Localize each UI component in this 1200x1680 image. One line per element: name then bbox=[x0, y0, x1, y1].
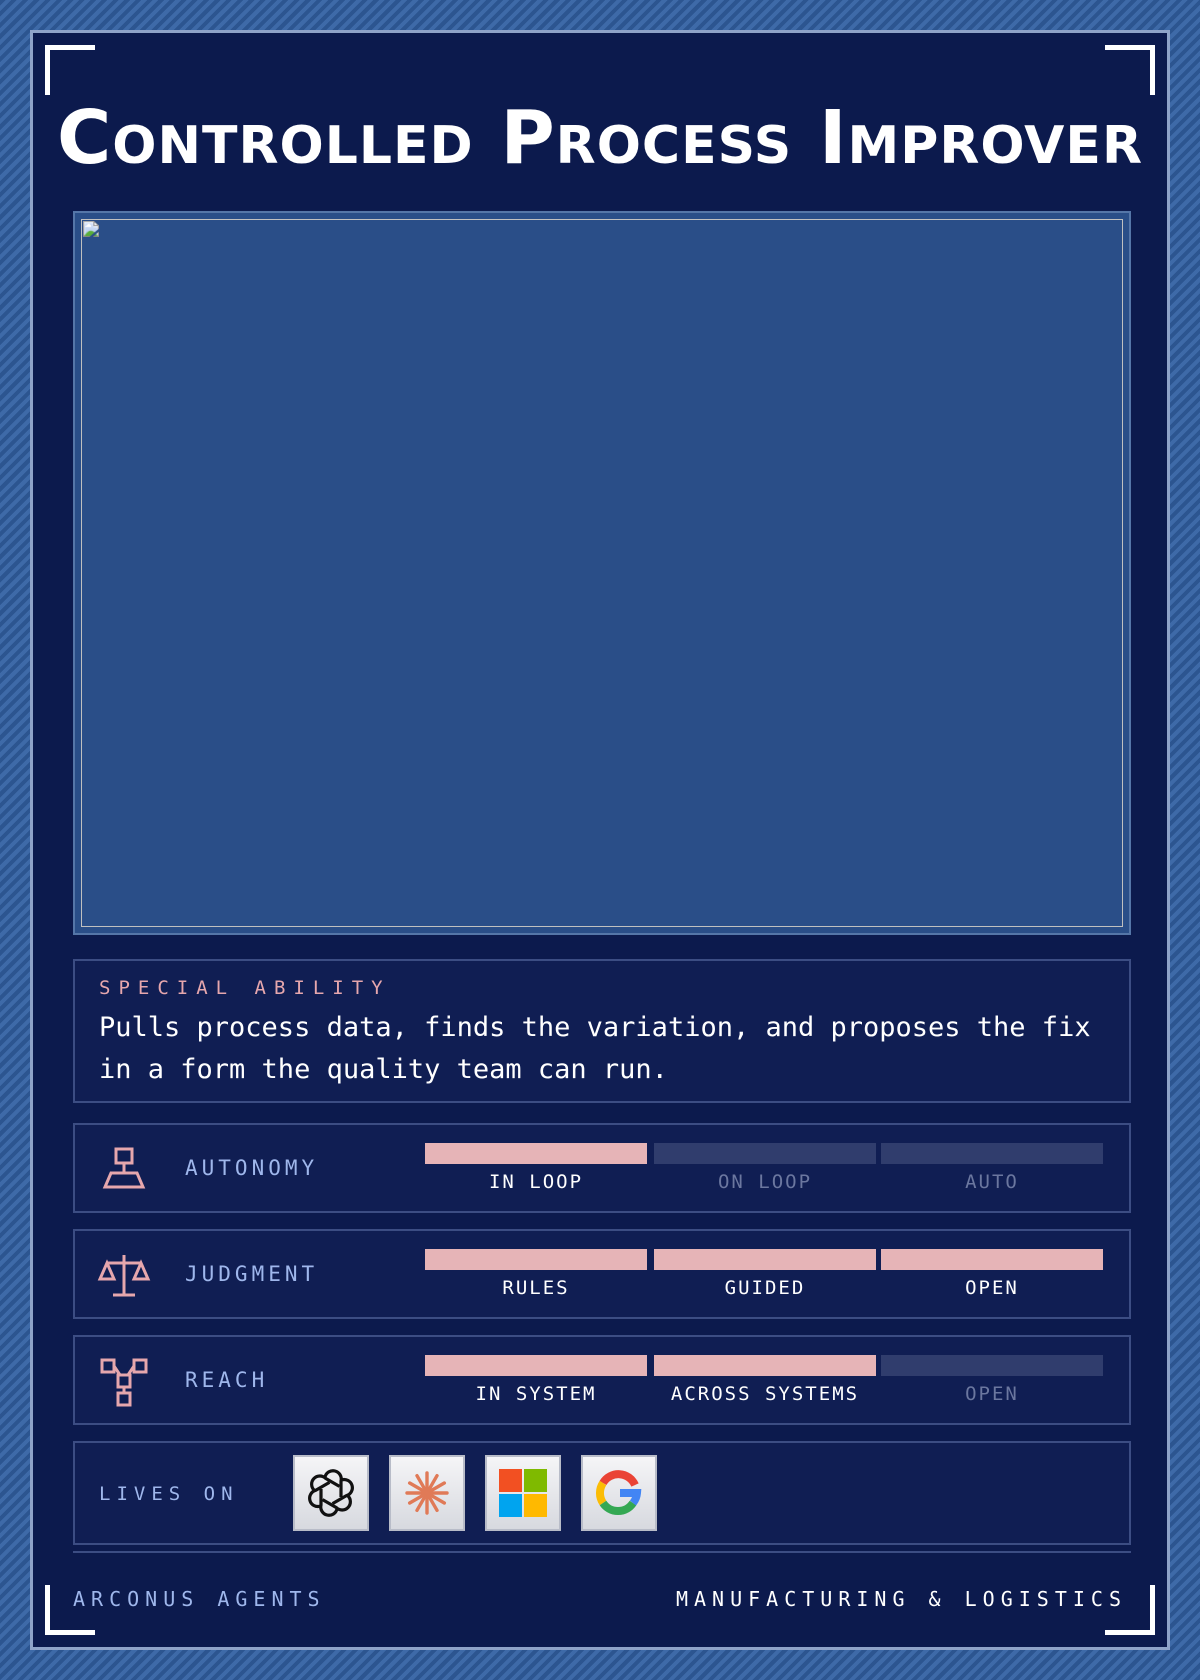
stat-row-judgment bbox=[73, 1229, 1131, 1319]
stat-segment-label: AUTO bbox=[965, 1171, 1019, 1193]
card-title: Controlled Process Improver bbox=[56, 95, 1143, 181]
card-illustration-frame bbox=[73, 211, 1131, 935]
agent-card bbox=[30, 30, 1170, 1650]
corner-bracket bbox=[45, 45, 95, 95]
microsoft-logo-icon bbox=[485, 1455, 561, 1531]
special-ability-line: in a form the quality team can run. bbox=[99, 1054, 668, 1085]
stat-label: REACH bbox=[185, 1368, 269, 1392]
stat-segment-bar bbox=[425, 1249, 647, 1270]
stat-segment-bar bbox=[654, 1355, 876, 1376]
stat-label: AUTONOMY bbox=[185, 1156, 319, 1180]
lives-on-label: LIVES ON bbox=[99, 1483, 239, 1505]
stat-segment-label: OPEN bbox=[965, 1383, 1019, 1405]
special-ability-text bbox=[99, 1007, 1105, 1091]
stat-segment bbox=[425, 1249, 647, 1309]
stat-row-reach bbox=[73, 1335, 1131, 1425]
brand-label: ARCONUS AGENTS bbox=[73, 1587, 326, 1611]
stat-scale bbox=[425, 1143, 1105, 1203]
stat-segment bbox=[425, 1143, 647, 1203]
stat-segment bbox=[881, 1355, 1103, 1415]
stat-segment-bar bbox=[425, 1143, 647, 1164]
stat-label: JUDGMENT bbox=[185, 1262, 319, 1286]
stat-segment-label: OPEN bbox=[965, 1277, 1019, 1299]
google-logo-icon bbox=[581, 1455, 657, 1531]
corner-bracket bbox=[1105, 45, 1155, 95]
stat-segment-label: GUIDED bbox=[724, 1277, 806, 1299]
stat-segment-label: RULES bbox=[502, 1277, 570, 1299]
special-ability-line: Pulls process data, finds the variation, and proposes the fix bbox=[99, 1012, 1091, 1043]
stat-segment-bar bbox=[881, 1355, 1103, 1376]
scales-icon bbox=[97, 1249, 151, 1303]
stat-segment bbox=[654, 1355, 876, 1415]
stat-segment-label: IN SYSTEM bbox=[475, 1383, 597, 1405]
stat-segment bbox=[654, 1143, 876, 1203]
stat-scale bbox=[425, 1355, 1105, 1415]
lives-on-panel bbox=[73, 1441, 1131, 1545]
stat-segment bbox=[654, 1249, 876, 1309]
stat-segment bbox=[425, 1355, 647, 1415]
stat-segment-bar bbox=[881, 1249, 1103, 1270]
person-desk-icon bbox=[97, 1143, 151, 1197]
stat-scale bbox=[425, 1249, 1105, 1309]
network-icon bbox=[97, 1355, 151, 1409]
special-ability-label: SPECIAL ABILITY bbox=[99, 977, 391, 999]
special-ability-panel bbox=[73, 959, 1131, 1103]
stat-segment-label: IN LOOP bbox=[488, 1171, 584, 1193]
footer-divider bbox=[73, 1551, 1131, 1553]
card-illustration bbox=[81, 219, 1123, 927]
stat-segment-bar bbox=[425, 1355, 647, 1376]
stat-segment-bar bbox=[654, 1249, 876, 1270]
openai-logo-icon bbox=[293, 1455, 369, 1531]
stat-segment-bar bbox=[654, 1143, 876, 1164]
anthropic-logo-icon bbox=[389, 1455, 465, 1531]
stat-segment-label: ON LOOP bbox=[717, 1171, 813, 1193]
stat-segment bbox=[881, 1143, 1103, 1203]
stat-segment bbox=[881, 1249, 1103, 1309]
stat-segment-label: ACROSS SYSTEMS bbox=[670, 1383, 860, 1405]
stat-segment-bar bbox=[881, 1143, 1103, 1164]
category-label: MANUFACTURING & LOGISTICS bbox=[675, 1587, 1127, 1611]
stat-row-autonomy bbox=[73, 1123, 1131, 1213]
